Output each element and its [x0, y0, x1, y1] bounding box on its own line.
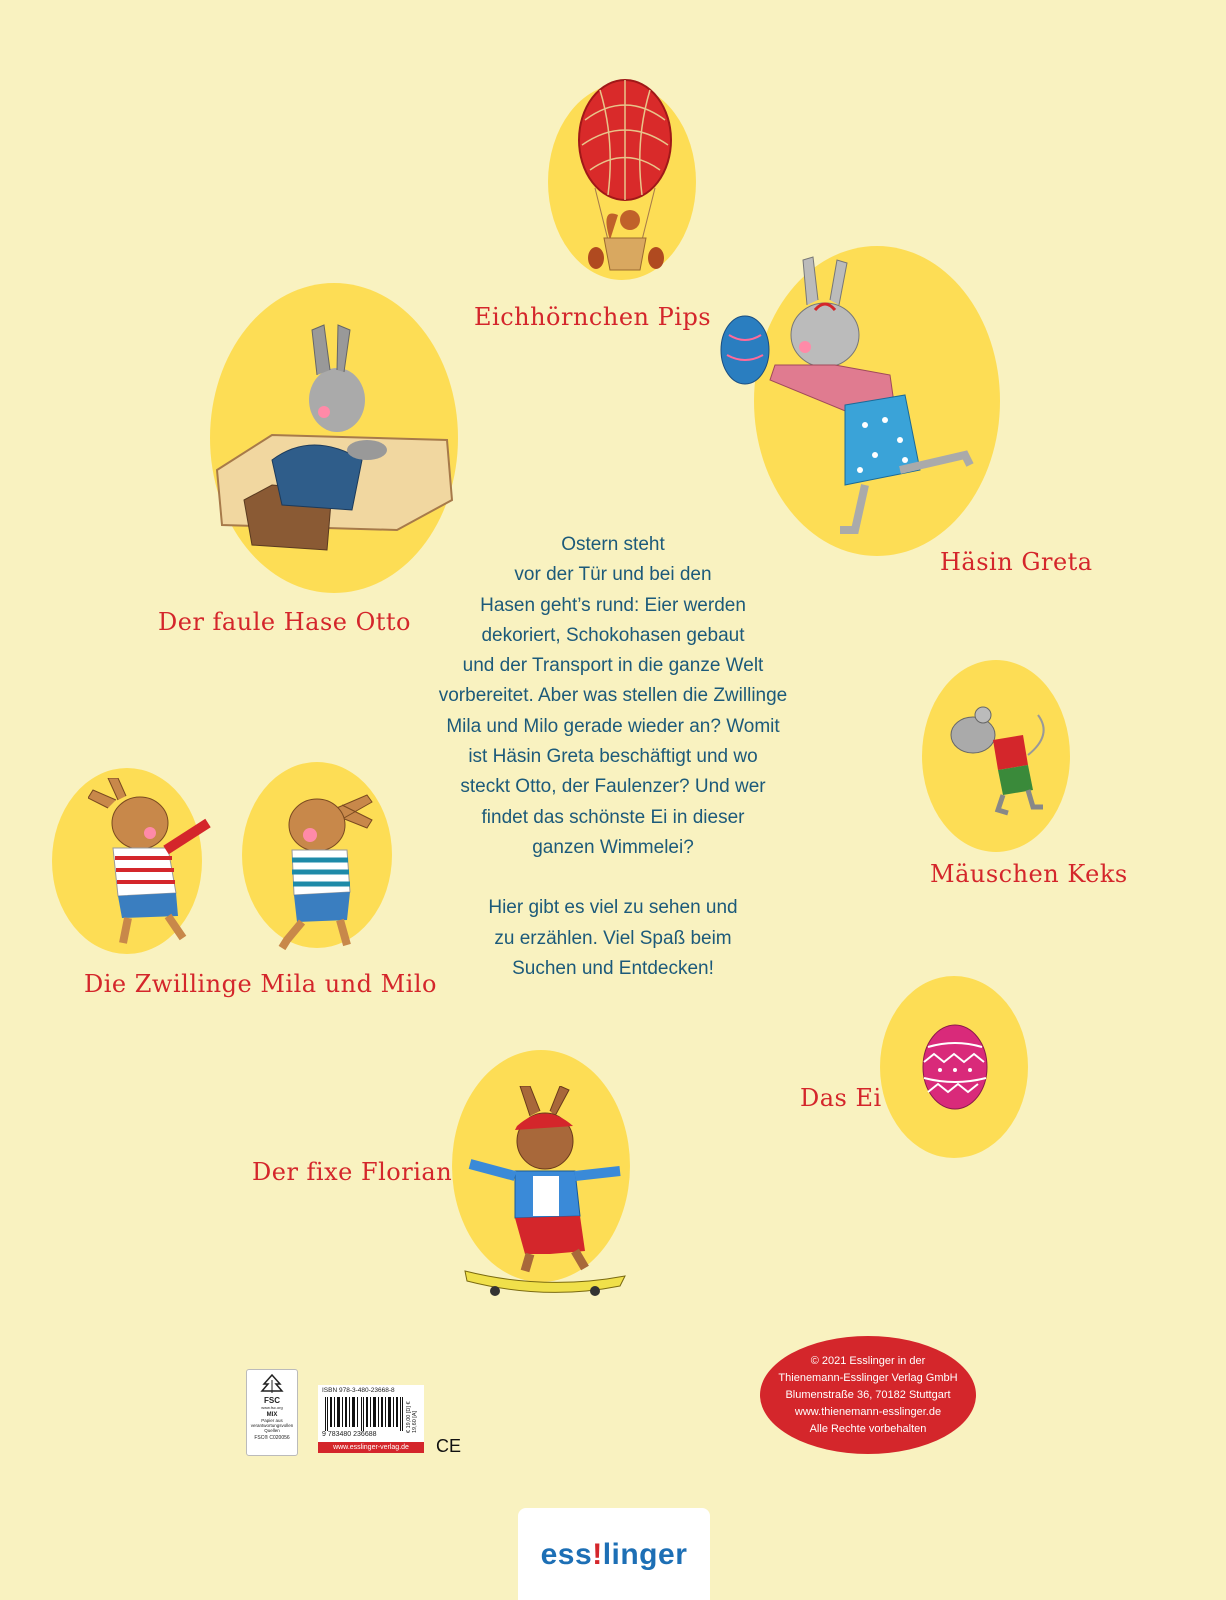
copyright-line: © 2021 Esslinger in der: [810, 1354, 926, 1367]
fsc-logo-text: FSC: [264, 1396, 280, 1405]
barcode-icon: [324, 1397, 404, 1431]
blurb-text: [420, 530, 806, 984]
copyright-badge: [760, 1336, 976, 1454]
label-eichhoernchen-pips: Eichhörnchen Pips: [474, 303, 712, 331]
barcode-digits: 9 783480 236688: [322, 1431, 377, 1438]
publisher-website: www.esslinger-verlag.de: [318, 1442, 424, 1453]
barcode-box: [318, 1385, 424, 1453]
copyright-line: www.thienemann-esslinger.de: [794, 1405, 942, 1418]
hot-air-balloon-egg-illustration: [560, 70, 690, 285]
label-der-fixe-florian: Der fixe Florian: [252, 1158, 453, 1186]
florian-rabbit-skateboard-illustration: [455, 1086, 635, 1306]
mila-rabbit-illustration: [88, 778, 218, 948]
fsc-label: [246, 1369, 298, 1456]
publisher-logo-tab: [518, 1508, 710, 1600]
fsc-site: www.fsc.org: [261, 1405, 283, 1410]
label-das-ei: Das Ei: [800, 1084, 882, 1112]
decorated-easter-egg-illustration: [920, 1022, 990, 1112]
fsc-text: Papier aus verantwortungsvollen Quellen: [250, 1418, 294, 1433]
ce-mark: CE: [436, 1436, 462, 1456]
esslinger-logo: ess!linger: [540, 1538, 688, 1571]
label-maeuschen-keks: Mäuschen Keks: [930, 860, 1128, 888]
copyright-line: Alle Rechte vorbehalten: [809, 1422, 927, 1435]
keks-mouse-illustration: [948, 695, 1058, 820]
blurb-paragraph-1: Ostern steht vor der Tür und bei den Hasen geht’s rund: Eier werden dekoriert, Schokohasen gebaut und der Transport in die ganze Welt vorbereitet. Aber was stellen die Zwillinge Mila und Milo gerade wieder an? Womit ist Häsin Greta beschäftigt und wo steckt Otto, der Faulenzer? Und wer findet das schönste Ei in dieser ganzen Wimmelei?: [438, 534, 788, 858]
label-die-zwillinge: Die Zwillinge Mila und Milo: [84, 970, 437, 998]
price-labels: € 19,00 [D] € 19,60 [A]: [406, 1401, 418, 1433]
isbn-text: ISBN 978-3-480-23668-8: [322, 1387, 395, 1394]
milo-rabbit-illustration: [272, 780, 392, 950]
fsc-mix: MIX: [266, 1412, 278, 1418]
fsc-tree-icon: [259, 1374, 285, 1394]
greta-rabbit-with-egg-illustration: [715, 255, 990, 540]
label-der-faule-hase-otto: Der faule Hase Otto: [158, 608, 412, 636]
blurb-paragraph-2: Hier gibt es viel zu sehen und zu erzählen. Viel Spaß beim Suchen und Entdecken!: [488, 897, 738, 979]
otto-rabbit-sleeping-illustration: [212, 320, 462, 560]
copyright-line: Thienemann-Esslinger Verlag GmbH: [778, 1371, 958, 1384]
copyright-line: Blumenstraße 36, 70182 Stuttgart: [785, 1388, 951, 1401]
fsc-code: FSC® C020056: [254, 1435, 290, 1441]
label-haesin-greta: Häsin Greta: [940, 548, 1093, 576]
